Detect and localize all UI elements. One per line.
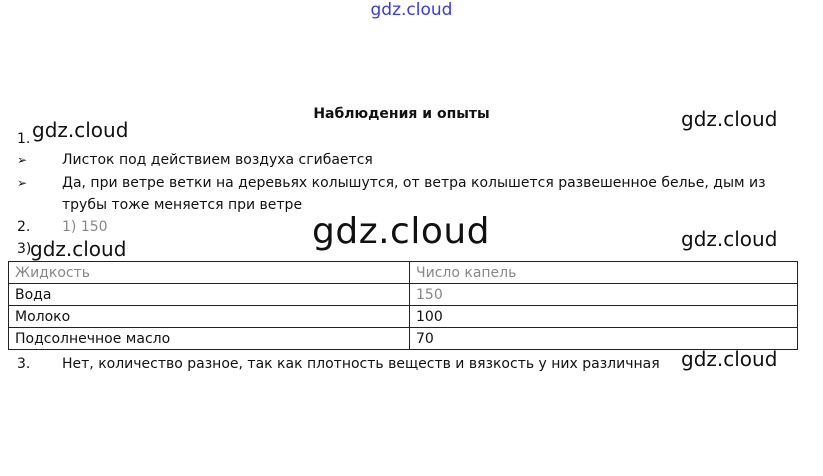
table-header-cell: Число капель <box>410 262 798 284</box>
table-cell: Подсолнечное масло <box>9 328 410 350</box>
section-1-number: 1. <box>17 131 31 147</box>
bullet-icon: ➢ <box>17 153 28 167</box>
bullet-icon: ➢ <box>17 176 28 190</box>
table-cell: 150 <box>410 284 798 306</box>
table-header-cell: Жидкость <box>9 262 410 284</box>
section-1-item-2: Да, при ветре ветки на деревьях колышутся, от ветра колышется развешенное белье, дым из <box>62 175 766 191</box>
section-1-item-2-continued: трубы тоже меняется при ветре <box>62 197 303 213</box>
section-2-text: 1) 150 <box>62 219 108 235</box>
table-cell: Молоко <box>9 306 410 328</box>
watermark-top: gdz.cloud <box>370 0 453 20</box>
table-row <box>9 284 798 306</box>
table-row <box>9 306 798 328</box>
section-2-number: 2. <box>17 219 31 235</box>
section-4-number: 3. <box>17 356 31 372</box>
watermark-center: gdz.cloud <box>312 211 491 252</box>
table-header-row <box>9 262 798 284</box>
page-title: Наблюдения и опыты <box>313 106 490 122</box>
section-1-item-1: Листок под действием воздуха сгибается <box>62 152 373 168</box>
section-3-number: 3) <box>17 241 32 257</box>
table-cell: 70 <box>410 328 798 350</box>
section-4-text: Нет, количество разное, так как плотность веществ и вязкость у них различная <box>62 356 660 372</box>
watermark-right-2: gdz.cloud <box>681 227 778 251</box>
table-row <box>9 328 798 350</box>
data-table <box>8 261 798 350</box>
watermark-right-3: gdz.cloud <box>681 347 778 371</box>
watermark-left-2: gdz.cloud <box>30 237 127 261</box>
table-cell: Вода <box>9 284 410 306</box>
watermark-left-1: gdz.cloud <box>32 118 129 142</box>
table-cell: 100 <box>410 306 798 328</box>
watermark-right-1: gdz.cloud <box>681 107 778 131</box>
